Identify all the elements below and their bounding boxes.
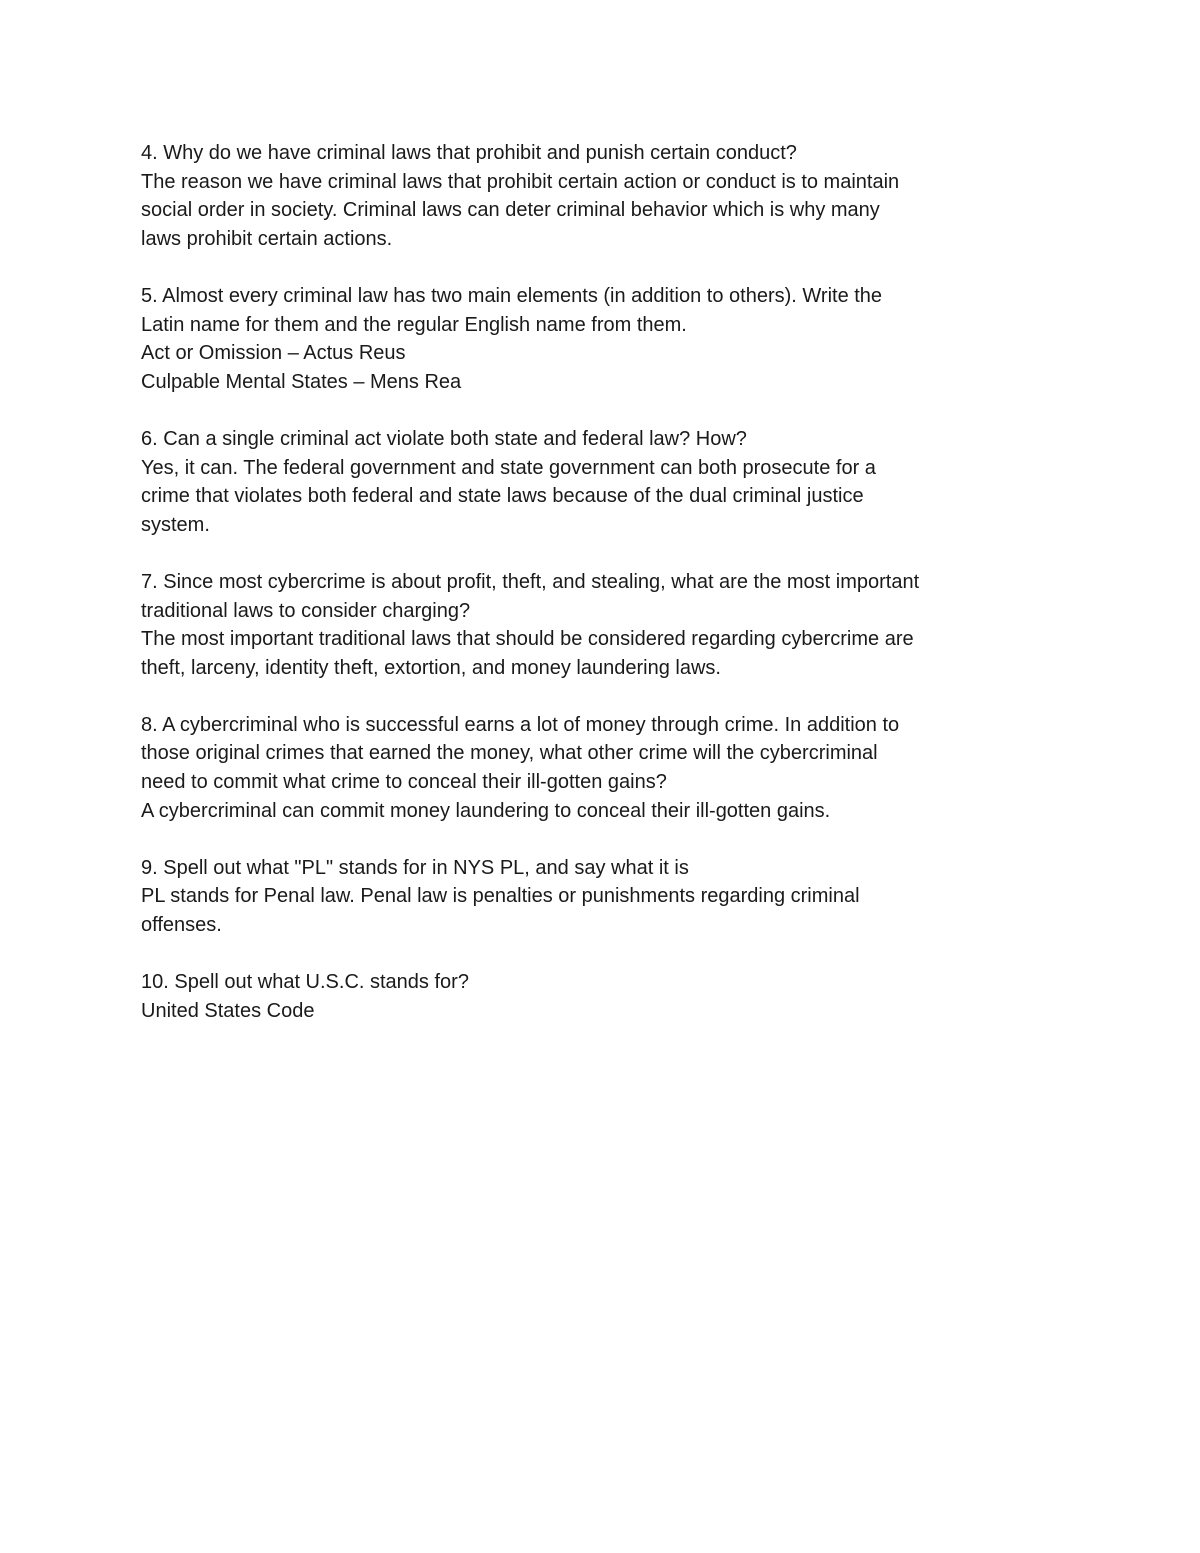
question-5-text-line-1: 5. Almost every criminal law has two main elements (in addition to others). Write the xyxy=(141,284,883,307)
answer-6-line-1: Yes, it can. The federal government and state government can both prosecute for a xyxy=(141,456,876,479)
question-8-block xyxy=(141,711,1041,825)
question-10-text: 10. Spell out what U.S.C. stands for? xyxy=(141,971,469,994)
question-8-text-line-3: need to commit what crime to conceal their ill-gotten gains? xyxy=(141,771,667,794)
answer-6-line-3: system. xyxy=(141,513,210,536)
answer-4-line-3: laws prohibit certain actions. xyxy=(141,227,393,250)
answer-10-line-1: United States Code xyxy=(141,999,315,1022)
answer-4-line-2: social order in society. Criminal laws can deter criminal behavior which is why many xyxy=(141,199,880,222)
question-4-text: 4. Why do we have criminal laws that prohibit and punish certain conduct? xyxy=(141,142,797,164)
question-6-block xyxy=(141,425,1041,539)
answer-7-line-2: theft, larceny, identity theft, extortion, and money laundering laws. xyxy=(141,656,721,679)
question-8-text-line-1: 8. A cybercriminal who is successful earns a lot of money through crime. In addition to xyxy=(141,713,900,736)
question-6-text: 6. Can a single criminal act violate both state and federal law? How? xyxy=(141,427,747,450)
question-7-block xyxy=(141,568,1041,682)
answer-6-line-2: crime that violates both federal and state laws because of the dual criminal justice xyxy=(141,485,864,508)
answer-7-line-1: The most important traditional laws that should be considered regarding cybercrime are xyxy=(141,628,914,651)
question-9-text: 9. Spell out what "PL" stands for in NYS PL, and say what it is xyxy=(141,856,689,879)
answer-4-line-1: The reason we have criminal laws that prohibit certain action or conduct is to maintain xyxy=(141,170,900,193)
question-7-text-line-1: 7. Since most cybercrime is about profit, theft, and stealing, what are the most important xyxy=(141,570,920,593)
answer-5-line-1: Act or Omission – Actus Reus xyxy=(141,342,406,365)
answer-8-line-1: A cybercriminal can commit money laundering to conceal their ill-gotten gains. xyxy=(141,799,831,822)
question-4-block xyxy=(141,139,1041,253)
question-10-block xyxy=(141,968,1041,1025)
document-body xyxy=(141,139,1041,1054)
question-7-text-line-2: traditional laws to consider charging? xyxy=(141,599,471,622)
answer-9-line-1: PL stands for Penal law. Penal law is penalties or punishments regarding criminal xyxy=(141,885,860,908)
answer-9-line-2: offenses. xyxy=(141,914,222,937)
question-9-block xyxy=(141,854,1041,940)
question-5-text-line-2: Latin name for them and the regular English name from them. xyxy=(141,313,687,336)
answer-5-line-2: Culpable Mental States – Mens Rea xyxy=(141,370,462,393)
question-5-block xyxy=(141,282,1041,396)
question-8-text-line-2: those original crimes that earned the money, what other crime will the cybercriminal xyxy=(141,742,878,765)
